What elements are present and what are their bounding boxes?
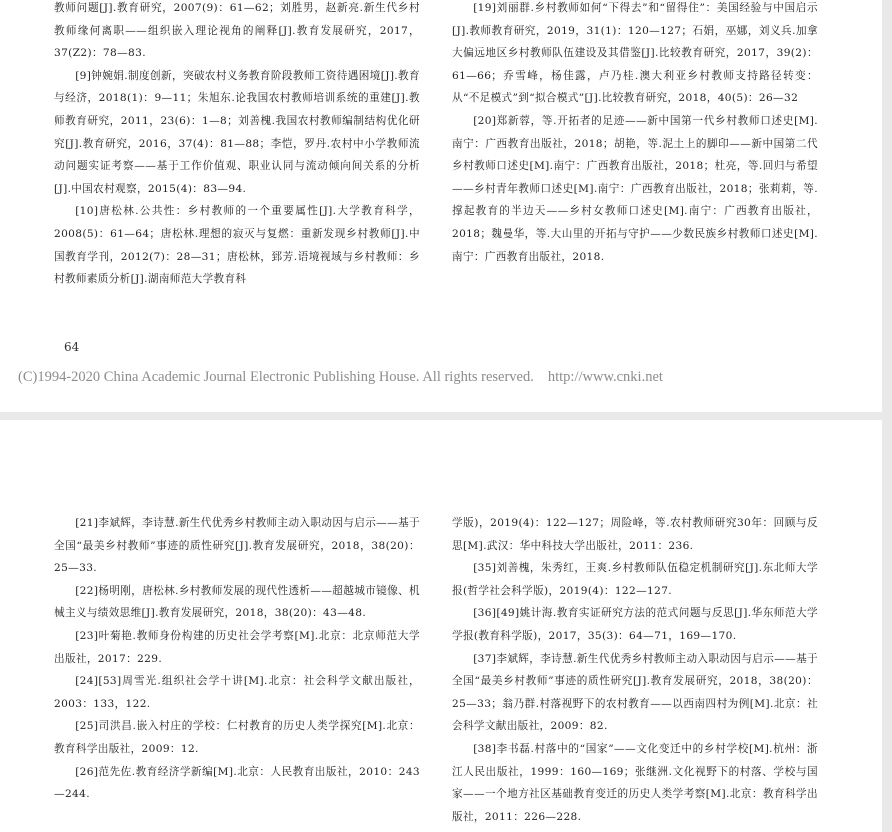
cnki-url: http://www.cnki.net: [547, 369, 663, 385]
reference-entry: [24][53]周雪光.组织社会学十讲[M].北京：社会科学文献出版社，2003：133，122.: [54, 675, 420, 710]
reference-entry: 学版)，2019(4)：122—127；周险峰，等.农村教师研究30年：回顾与反思[M].武汉：华中科技大学出版社，2011：236.: [452, 517, 818, 552]
reference-entry: [10]唐松林.公共性：乡村教师的一个重要属性[J].大学教育科学，2008(5)：61—64；唐松林.理想的寂灭与复燃：重新发现乡村教师[J].中国教育学刊，2012(7)：28—31；唐松林，郅芳.语境视域与乡村教师：乡村教师素质分析[J].湖南师范大学教育科: [54, 205, 420, 286]
reference-entry: [23]叶菊艳.教师身份构建的历史社会学考察[M].北京：北京师范大学出版社，2017：229.: [54, 629, 420, 665]
reference-entry: 教师问题[J].教育研究，2007(9)：61—62；刘胜男，赵新亮.新生代乡村教师缘何离职——组织嵌入理论视角的阐释[J].教育发展研究，2017，37(Z2)：78—83.: [54, 2, 420, 60]
reference-entry: [9]钟婉娟.制度创新，突破农村义务教育阶段教师工资待遇困境[J].教育与经济，2018(1)：9—11；朱旭东.论我国农村教师培训系统的重建[J].教师教育研究，2011，23(6)：1—8；刘善槐.我国农村教师编制结构优化研究[J].教育研究，2016，37(4)：81—88；李恺，罗丹.农村中小学教师流动问题实证考察——基于工作价值观、职业认同与流动倾向间关系的分析[J].中国农村观察，2015(4)：83—94.: [54, 69, 420, 195]
reference-entry: [21]李斌辉，李诗慧.新生代优秀乡村教师主动入职动因与启示——基于全国“最美乡村教师”事迹的质性研究[J].教育发展研究，2018，38(20)：25—33.: [54, 517, 420, 575]
copyright-text: (C)1994-2020 China Academic Journal Electronic Publishing House. All rights reserved.: [18, 369, 534, 385]
references-column-right: [452, 0, 818, 268]
copyright-footer: [18, 369, 663, 386]
journal-page-bottom: [0, 420, 882, 832]
reference-entry: [20]郑新蓉，等.开拓者的足迹——新中国第一代乡村教师口述史[M].南宁：广西教育出版社，2018；胡艳，等.泥土上的脚印——新中国第二代乡村教师口述史[M].南宁：广西教育出版社，2018；杜亮，等.回归与希望——乡村青年教师口述史[M].南宁：广西教育出版社，2018；张莉莉，等.撑起教育的半边天——乡村女教师口述史[M].南宁：广西教育出版社，2018；魏曼华，等.大山里的开拓与守护——少数民族乡村教师口述史[M].南宁：广西教育出版社，2018.: [452, 114, 818, 263]
reference-entry: [26]范先佐.教育经济学新编[M].北京：人民教育出版社，2010：243—244.: [54, 765, 420, 801]
reference-entry: [36][49]姚计海.教育实证研究方法的范式问题与反思[J].华东师范大学学报(教育科学版)，2017，35(3)：64—71，169—170.: [452, 607, 818, 642]
reference-entry: [35]刘善槐，朱秀红，王爽.乡村教师队伍稳定机制研究[J].东北师大学报(哲学社会科学版)，2019(4)：122—127.: [452, 562, 818, 597]
reference-entry: [25]司洪昌.嵌入村庄的学校：仁村教育的历史人类学探究[M].北京：教育科学出版社，2009：12.: [54, 720, 420, 755]
reference-entry: [19]刘丽群.乡村教师如何“下得去”和“留得住”：美国经验与中国启示[J].教师教育研究，2019，31(1)：120—127；石娟，巫娜，刘义兵.加拿大偏远地区乡村教师队伍建设及其借鉴[J].比较教育研究，2017，39(2)：61—66；乔雪峰，杨佳露，卢乃桂.澳大利亚乡村教师支持路径转变：从“不足模式”到“拟合模式”[J].比较教育研究，2018，40(5)：26—32: [452, 2, 818, 105]
reference-entry: [38]李书磊.村落中的“国家”——文化变迁中的乡村学校[M].杭州：浙江人民出版社，1999：160—169；张继洲.文化视野下的村落、学校与国家——一个地方社区基础教育变迁的历史人类学考察[M].北京：教育科学出版社，2011：226—228.: [452, 742, 818, 823]
journal-page-top: [0, 0, 882, 412]
reference-entry: [37]李斌辉，李诗慧.新生代优秀乡村教师主动入职动因与启示——基于全国“最美乡村教师”事迹的质性研究[J].教育发展研究，2018，38(20)：25—33；翁乃群.村落视野下的农村教育——以西南四村为例[M].北京：社会科学文献出版社，2009：82.: [452, 652, 818, 733]
references-column-left: [54, 512, 420, 806]
references-column-right: [452, 512, 818, 828]
page-number: 64: [64, 340, 80, 354]
reference-entry: [22]杨明刚，唐松林.乡村教师发展的现代性透析——超越城市镜像、机械主义与绩效思维[J].教育发展研究，2018，38(20)：43—48.: [54, 584, 420, 620]
references-column-left: [54, 0, 420, 291]
